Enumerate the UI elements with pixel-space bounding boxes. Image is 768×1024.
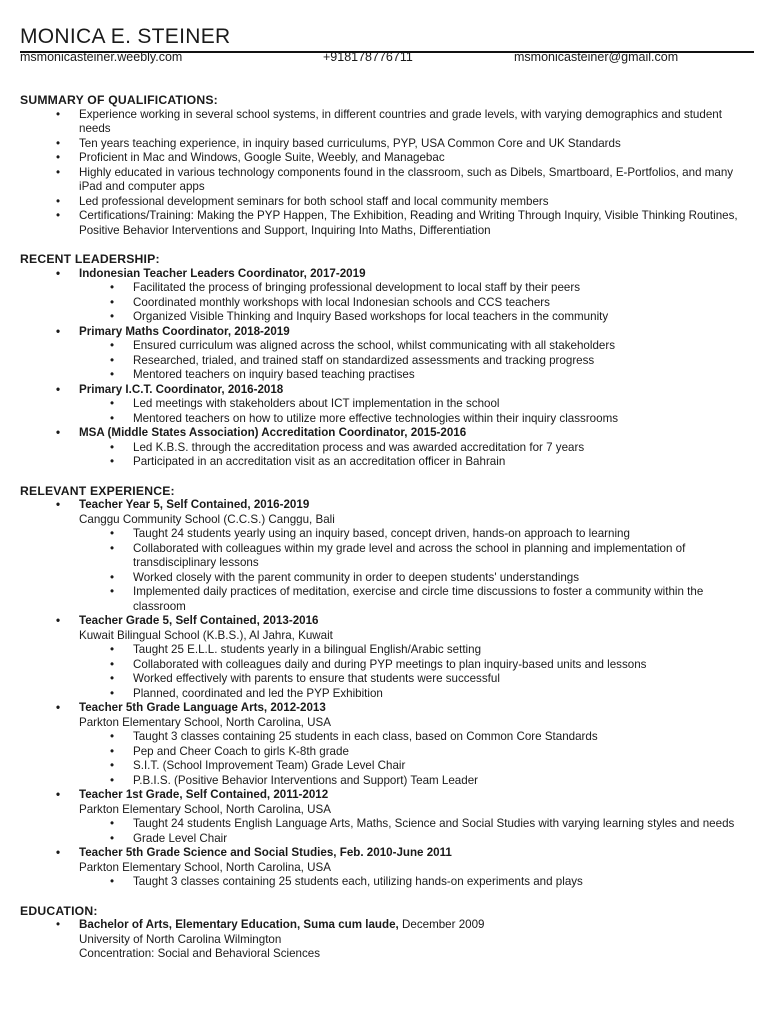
- job-item: • Collaborated with colleagues daily and during PYP meetings to plan inquiry-based units and lessons: [20, 658, 750, 673]
- role-item: • Led K.B.S. through the accreditation process and was awarded accreditation for 7 years: [20, 441, 750, 456]
- job-title: • Teacher 5th Grade Language Arts, 2012-2013: [20, 701, 750, 716]
- summary-item: • Ten years teaching experience, in inquiry based curriculums, PYP, USA Common Core and UK Standards: [20, 137, 750, 152]
- job-item: • P.B.I.S. (Positive Behavior Interventions and Support) Team Leader: [20, 774, 750, 789]
- resume-body: [20, 93, 750, 962]
- university-name: University of North Carolina Wilmington: [79, 932, 282, 946]
- job-item: • Planned, coordinated and led the PYP Exhibition: [20, 687, 750, 702]
- job-item: • Taught 3 classes containing 25 students each, utilizing hands-on experiments and plays: [20, 875, 750, 890]
- section-title: EDUCATION:: [20, 903, 98, 918]
- job-item: • Taught 24 students yearly using an inquiry based, concept driven, hands-on approach to learning: [20, 527, 750, 542]
- degree-entry: [20, 918, 750, 933]
- job-title: • Teacher 5th Grade Science and Social Studies, Feb. 2010-June 2011: [20, 846, 750, 861]
- role-title: • Indonesian Teacher Leaders Coordinator, 2017-2019: [20, 267, 750, 282]
- job-title: • Teacher 1st Grade, Self Contained, 2011-2012: [20, 788, 750, 803]
- job-item: • Taught 3 classes containing 25 students in each class, based on Common Core Standards: [20, 730, 750, 745]
- role-title: • Primary I.C.T. Coordinator, 2016-2018: [20, 383, 750, 398]
- job-item: • Taught 25 E.L.L. students yearly in a bilingual English/Arabic setting: [20, 643, 750, 658]
- education-list: [20, 918, 750, 962]
- candidate-name: MONICA E. STEINER: [20, 25, 231, 48]
- role-item: • Coordinated monthly workshops with local Indonesian schools and CCS teachers: [20, 296, 750, 311]
- education-section: [20, 904, 750, 962]
- job-title: • Teacher Grade 5, Self Contained, 2013-2016: [20, 614, 750, 629]
- experience-list: [20, 498, 750, 890]
- job-item: • Taught 24 students English Language Arts, Maths, Science and Social Studies with varying learning styles and needs: [20, 817, 750, 832]
- summary-item: • Proficient in Mac and Windows, Google Suite, Weebly, and Managebac: [20, 151, 750, 166]
- school-name: Parkton Elementary School, North Carolina, USA: [79, 802, 331, 816]
- job-title: • Teacher Year 5, Self Contained, 2016-2019: [20, 498, 750, 513]
- role-item: • Led meetings with stakeholders about ICT implementation in the school: [20, 397, 750, 412]
- role-item: • Participated in an accreditation visit as an accreditation officer in Bahrain: [20, 455, 750, 470]
- job-item: • Implemented daily practices of meditation, exercise and circle time discussions to foster a community within the classroom: [20, 585, 750, 614]
- phone-number: +918178776711: [323, 50, 413, 64]
- school-name: Parkton Elementary School, North Carolina, USA: [79, 715, 331, 729]
- concentration: Concentration: Social and Behavioral Sciences: [79, 947, 321, 960]
- summary-section: [20, 93, 750, 238]
- summary-item: • Highly educated in various technology components found in the classroom, such as Dibels, Smartboard, E-Portfolios, and many iPad and computer apps: [20, 166, 750, 195]
- role-item: • Ensured curriculum was aligned across the school, whilst communicating with all stakeholders: [20, 339, 750, 354]
- summary-item: • Experience working in several school systems, in different countries and grade levels, with varying demographics and student needs: [20, 108, 750, 137]
- job-item: • Pep and Cheer Coach to girls K-8th grade: [20, 745, 750, 760]
- role-item: • Researched, trialed, and trained staff on standardized assessments and tracking progress: [20, 354, 750, 369]
- experience-section: [20, 484, 750, 890]
- section-title: SUMMARY OF QUALIFICATIONS:: [20, 93, 218, 107]
- job-item: • Worked closely with the parent community in order to deepen students' understandings: [20, 571, 750, 586]
- degree-name: Bachelor of Arts, Elementary Education, Suma cum laude,: [79, 918, 399, 931]
- summary-list: [20, 108, 750, 239]
- job-item: • Grade Level Chair: [20, 832, 750, 847]
- section-title: RECENT LEADERSHIP:: [20, 252, 160, 266]
- leadership-list: [20, 267, 750, 470]
- resume-header: [20, 24, 754, 64]
- degree-date: December 2009: [402, 918, 485, 931]
- role-item: • Mentored teachers on how to utilize more effective technologies within their inquiry classrooms: [20, 412, 750, 427]
- section-title: RELEVANT EXPERIENCE:: [20, 483, 175, 498]
- role-title: • Primary Maths Coordinator, 2018-2019: [20, 325, 750, 340]
- school-name: Canggu Community School (C.C.S.) Canggu, Bali: [79, 512, 335, 526]
- school-name: Parkton Elementary School, North Carolina, USA: [79, 860, 331, 874]
- role-title: • MSA (Middle States Association) Accreditation Coordinator, 2015-2016: [20, 426, 750, 441]
- role-item: • Mentored teachers on inquiry based teaching practises: [20, 368, 750, 383]
- email-link[interactable]: msmonicasteiner@gmail.com: [514, 50, 679, 64]
- leadership-section: [20, 252, 750, 470]
- summary-item: • Led professional development seminars for both school staff and local community members: [20, 195, 750, 210]
- summary-item: • Certifications/Training: Making the PYP Happen, The Exhibition, Reading and Writing Through Inquiry, Visible Thinking Routines, Positive Behavior Interventions and Support, Inquiring Into Maths, Differentiation: [20, 209, 750, 238]
- job-item: • S.I.T. (School Improvement Team) Grade Level Chair: [20, 759, 750, 774]
- job-item: • Worked effectively with parents to ensure that students were successful: [20, 672, 750, 687]
- school-name: Kuwait Bilingual School (K.B.S.), Al Jahra, Kuwait: [79, 628, 333, 642]
- role-item: • Organized Visible Thinking and Inquiry Based workshops for local teachers in the community: [20, 310, 750, 325]
- website-link[interactable]: msmonicasteiner.weebly.com: [20, 50, 183, 64]
- job-item: • Collaborated with colleagues within my grade level and across the school in planning and implementation of transdisciplinary lessons: [20, 542, 750, 571]
- role-item: • Facilitated the process of bringing professional development to local staff by their peers: [20, 281, 750, 296]
